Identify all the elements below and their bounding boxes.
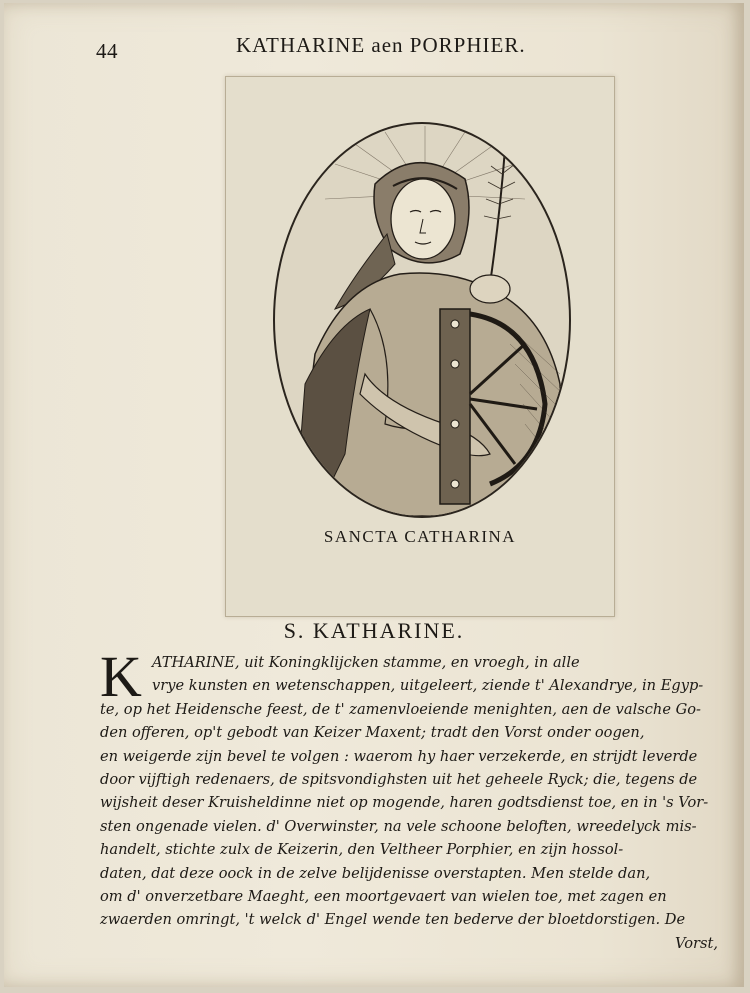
text-line: handelt, stichte zulx de Keizerin, den Veltheer Porphier, en zijn hossol- [100, 841, 624, 859]
text-line: en weigerde zijn bevel te volgen : waerom hy haer verzekerde, en strijdt leverde [100, 747, 698, 765]
text-line: sten ongenade vielen. d' Overwinster, na vele schoone beloften, wreedelyck mis- [100, 817, 697, 835]
text-line: wijsheit deser Kruisheldinne niet op mogende, haren godtsdienst toe, en in 's Vor- [100, 794, 709, 812]
text-line: te, op het Heidensche feest, de t' zamenvloeiende menighten, aen de valsche Go- [100, 700, 701, 718]
drop-cap: K [100, 644, 142, 709]
running-head: KATHARINE aen PORPHIER. [236, 33, 526, 57]
text-line: vrye kunsten en wetenschappen, uitgeleert, ziende t' Alexandrye, in Egyp- [152, 677, 704, 695]
text-line: ATHARINE, uit Koningklijcken stamme, en vroegh, in alle [152, 654, 580, 671]
text-line: door vijftigh redenaers, de spitsvondighsten uit het geheele Ryck; die, tegens de [100, 770, 698, 788]
section-title: S. KATHARINE. [283, 618, 465, 643]
page-number: 44 [96, 39, 118, 63]
book-page [4, 3, 744, 987]
catchword: Vorst, [675, 934, 718, 952]
saint-portrait-engraving [273, 122, 571, 518]
plate-caption: SANCTA CATHARINA [323, 527, 517, 546]
engraving-illustration [275, 124, 569, 516]
body-text [100, 644, 730, 955]
text-line: den offeren, op't gebodt van Keizer Maxent; tradt den Vorst onder oogen, [100, 724, 645, 742]
engraving-plate [225, 76, 615, 617]
text-line: zwaerden omringt, 't welck d' Engel wende ten bederve der bloetdorstigen. De [100, 911, 686, 929]
text-line: om d' onverzetbare Maeght, een moortgevaert van wielen toe, met zagen en [100, 887, 667, 905]
text-line: daten, dat deze oock in de zelve belijdenisse overstapten. Men stelde dan, [100, 864, 651, 882]
